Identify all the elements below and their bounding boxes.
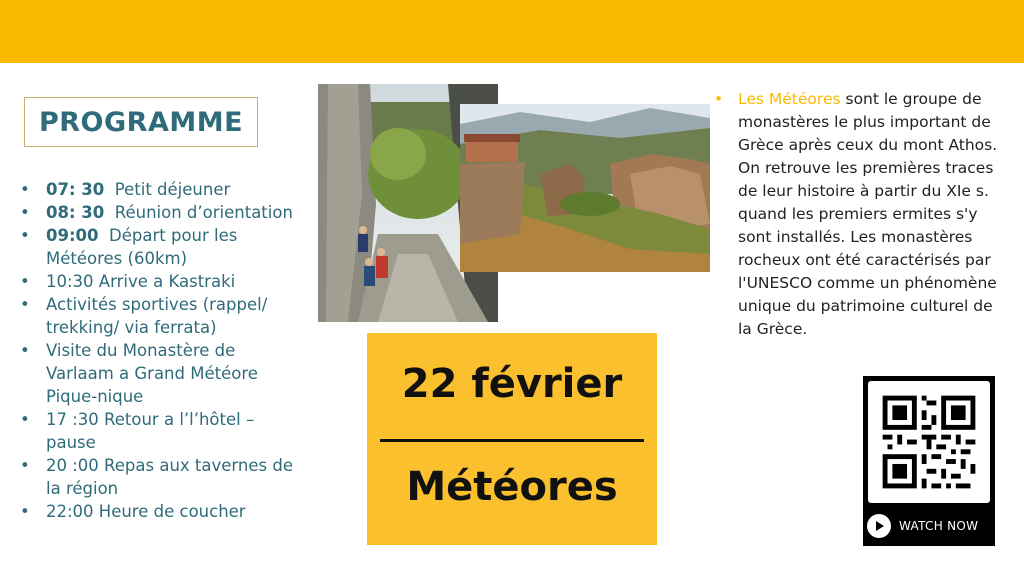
schedule-text: Départ pour les Météores (60km) (46, 226, 238, 268)
qr-card[interactable] (863, 376, 995, 546)
schedule-item (20, 339, 295, 408)
event-date: 22 février (401, 361, 623, 407)
programme-title-box (24, 97, 258, 147)
monastery-photo (460, 104, 710, 272)
watch-now-button[interactable] (867, 514, 978, 538)
schedule-text: 20 :00 Repas aux tavernes de la région (46, 456, 293, 498)
watch-now-label: WATCH NOW (899, 519, 979, 533)
schedule-item (20, 224, 295, 270)
schedule-text: Réunion d’orientation (114, 203, 293, 222)
schedule-time: 08: 30 (46, 203, 105, 222)
description-highlight: Les Météores (738, 90, 841, 108)
schedule-item (20, 293, 295, 339)
schedule-text: Activités sportives (rappel/ trekking/ via ferrata) (46, 295, 268, 337)
description-paragraph (714, 88, 1004, 341)
schedule-text: 10:30 Arrive a Kastraki (46, 272, 236, 291)
divider (380, 439, 644, 442)
top-banner (0, 0, 1024, 63)
schedule-time: 09:00 (46, 226, 99, 245)
schedule-text: 17 :30 Retour a l’l’hôtel – pause (46, 410, 255, 452)
schedule-item (20, 178, 295, 201)
schedule-text: Visite du Monastère de Varlaam a Grand Météore Pique-nique (46, 341, 258, 406)
schedule-list (20, 178, 295, 523)
bullet-icon: • (714, 90, 724, 108)
description (714, 88, 1004, 341)
schedule-text: Petit déjeuner (114, 180, 231, 199)
event-place: Météores (406, 464, 618, 510)
schedule-time: 07: 30 (46, 180, 105, 199)
qr-code-icon (868, 381, 990, 503)
schedule-item (20, 454, 295, 500)
schedule-item (20, 408, 295, 454)
schedule-item (20, 270, 295, 293)
schedule-text: 22:00 Heure de coucher (46, 502, 246, 521)
play-icon (867, 514, 891, 538)
description-text: sont le groupe de monastères le plus important de Grèce après ceux du mont Athos. On retrouve les premières traces de leur histoire à partir du XIe s. quand les premiers ermites s'y sont installés. Les monastères rocheux ont été caractérisés par l'UNESCO comme un phénomène unique du patrimoine culturel de la Grèce. (738, 90, 998, 338)
schedule-item (20, 500, 295, 523)
schedule-item (20, 201, 295, 224)
qr-code[interactable] (868, 381, 990, 503)
programme-title: PROGRAMME (38, 106, 244, 138)
event-box (367, 333, 657, 545)
